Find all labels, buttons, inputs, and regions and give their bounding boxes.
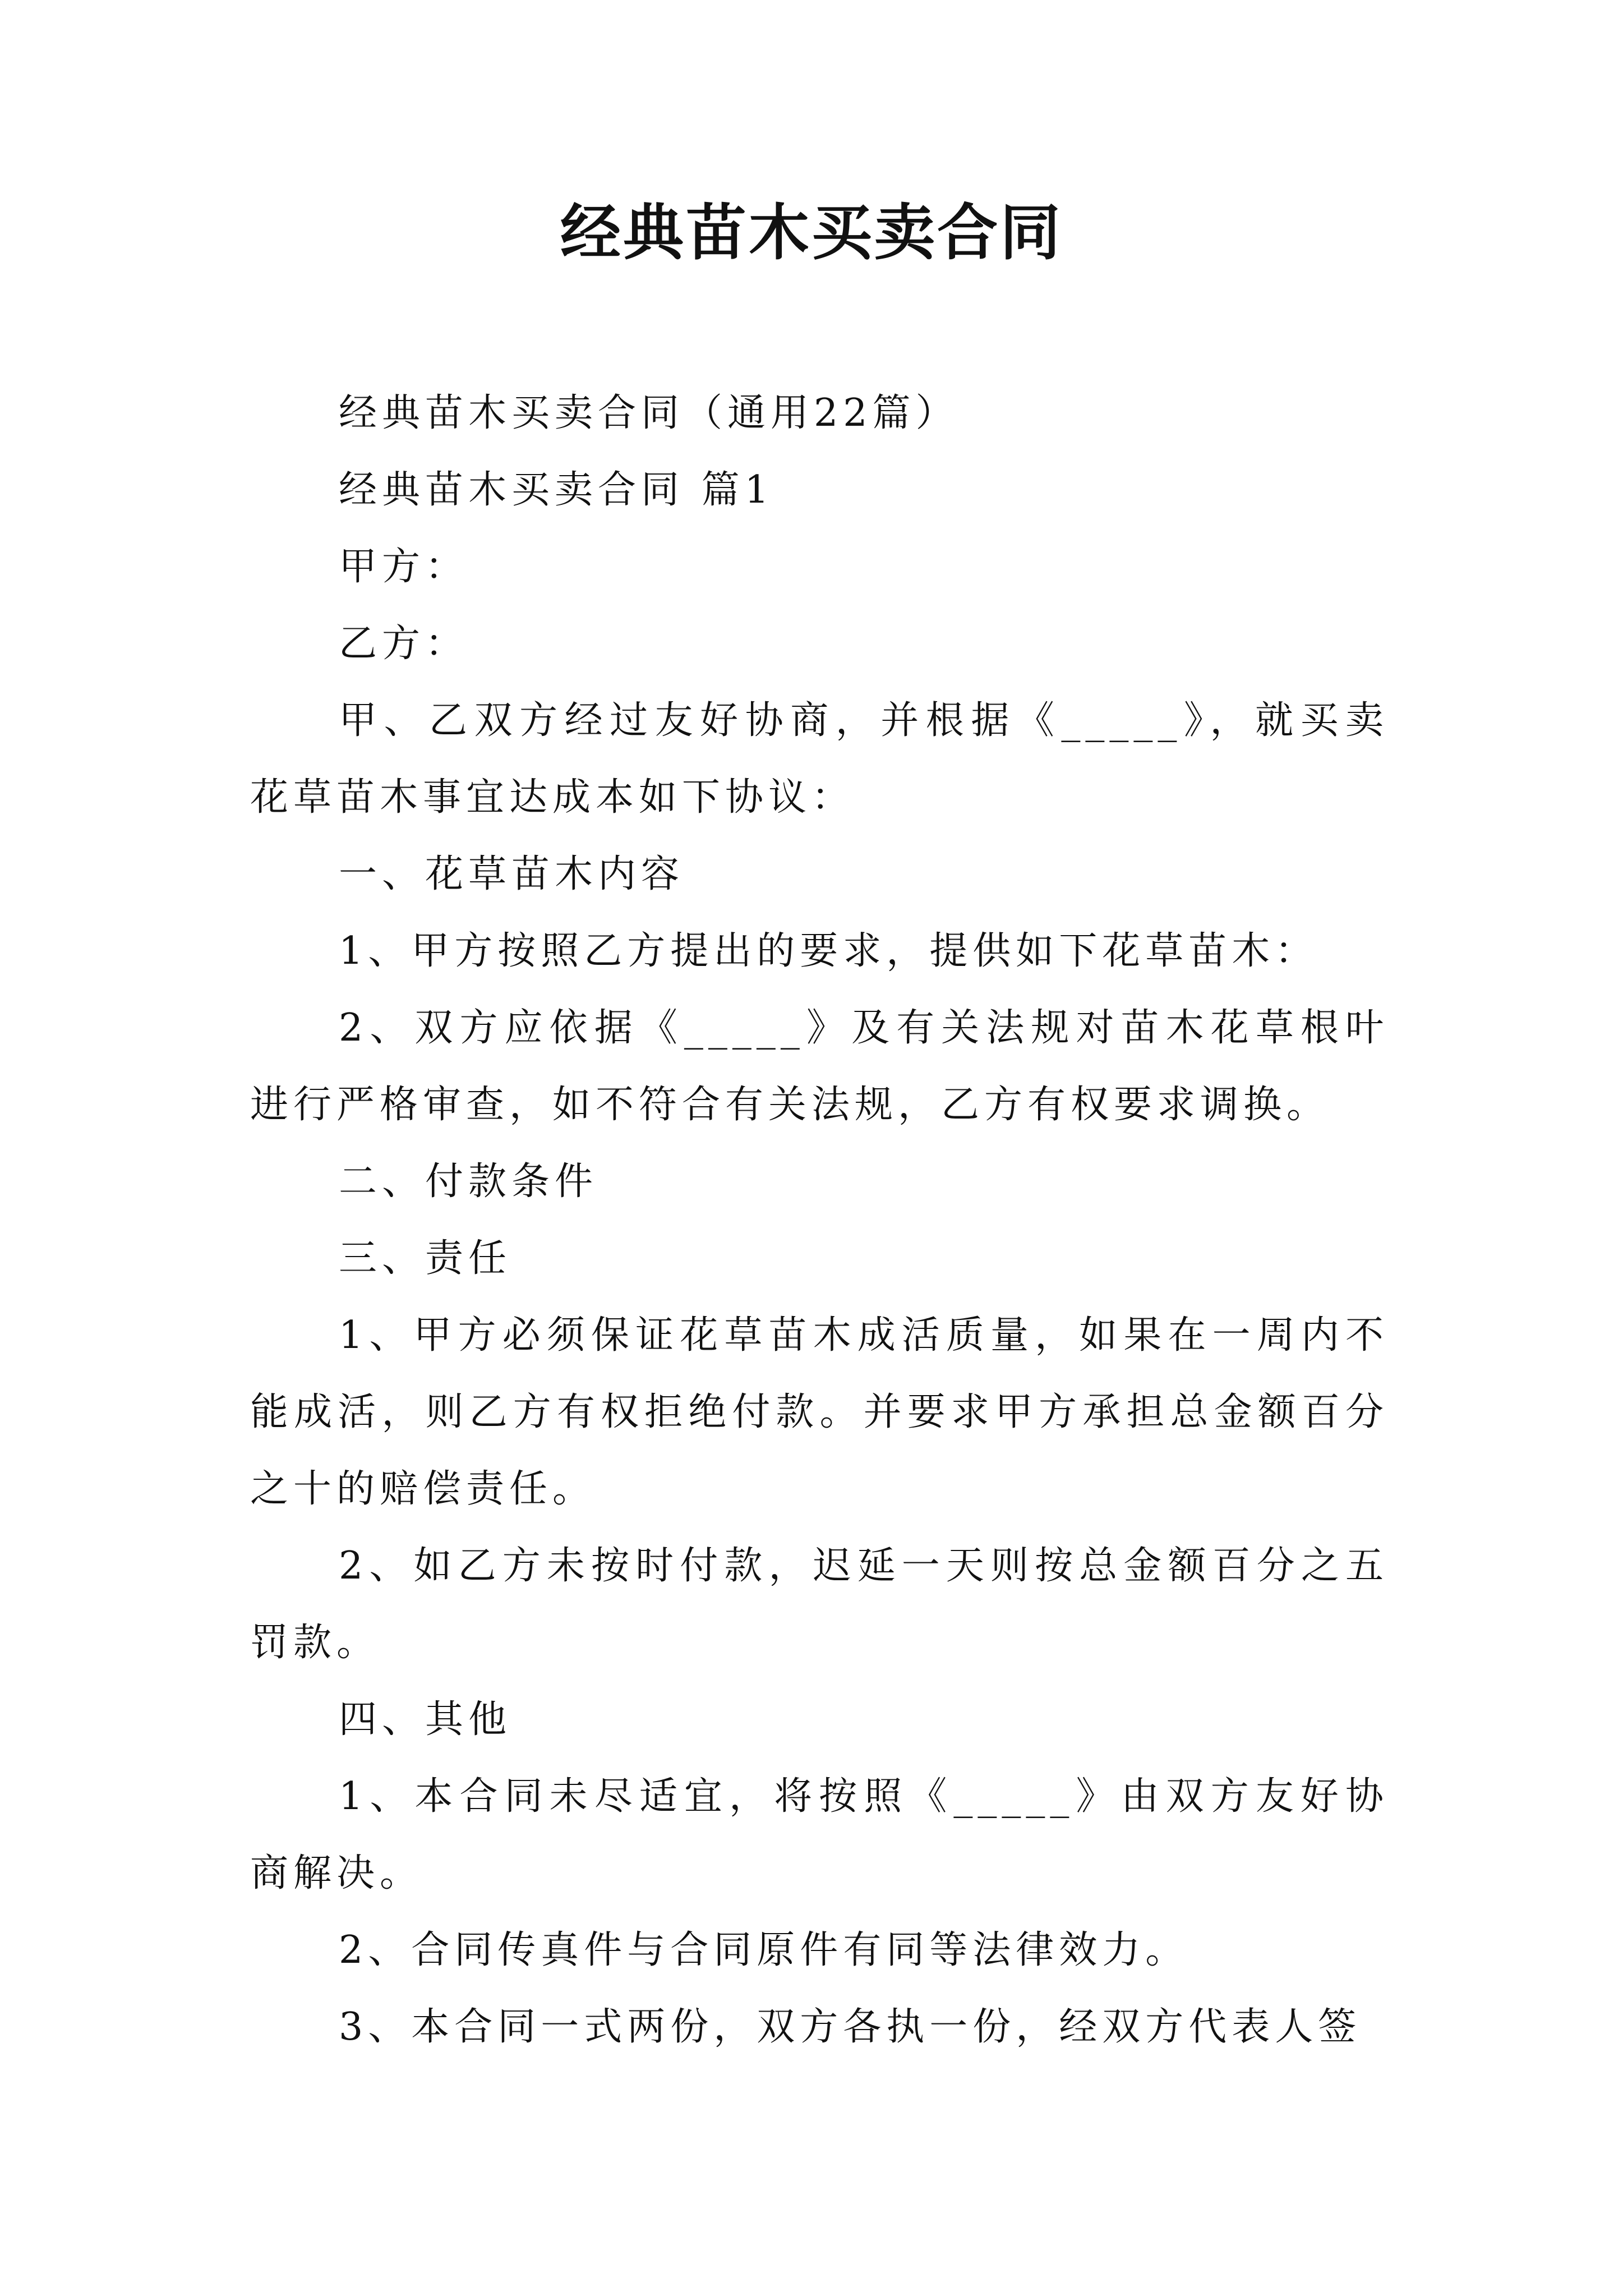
paragraph-clause: 2、双方应依据《_____》及有关法规对苗木花草根叶进行严格审查，如不符合有关法规，乙方有权要求调换。 [250,1006,1389,1127]
paragraph-heading-3: 三、责任 [339,1236,512,1281]
paragraph-heading-1: 一、花草苗木内容 [339,852,685,896]
paragraph-clause: 2、如乙方未按时付款，迟延一天则按总金额百分之五罚款。 [250,1544,1389,1665]
paragraph-preamble: 甲、乙双方经过友好协商，并根据《_____》，就买卖花草苗木事宜达成本如下协议： [250,698,1389,820]
paragraph-clause: 2、合同传真件与合同原件有同等法律效力。 [339,1928,1189,1972]
document-body [250,375,1389,2065]
document-title: 经典苗木买卖合同 [560,197,1063,268]
paragraph-heading-2: 二、付款条件 [339,1159,598,1204]
paragraph-clause: 1、甲方必须保证花草苗木成活质量，如果在一周内不能成活，则乙方有权拒绝付款。并要求甲方承担总金额百分之十的赔偿责任。 [250,1313,1389,1511]
paragraph-party-b: 乙方： [339,622,469,666]
paragraph-clause: 3、本合同一式两份，双方各执一份，经双方代表人签 [339,2005,1362,2049]
paragraph-section-heading: 经典苗木买卖合同 篇1 [339,468,774,512]
paragraph-party-a: 甲方： [339,545,469,589]
paragraph-clause: 1、甲方按照乙方提出的要求，提供如下花草苗木： [339,929,1318,973]
paragraph-heading-4: 四、其他 [339,1697,512,1742]
paragraph-subtitle: 经典苗木买卖合同（通用22篇） [339,391,959,435]
paragraph-clause: 1、本合同未尽适宜，将按照《_____》由双方友好协商解决。 [250,1774,1389,1895]
